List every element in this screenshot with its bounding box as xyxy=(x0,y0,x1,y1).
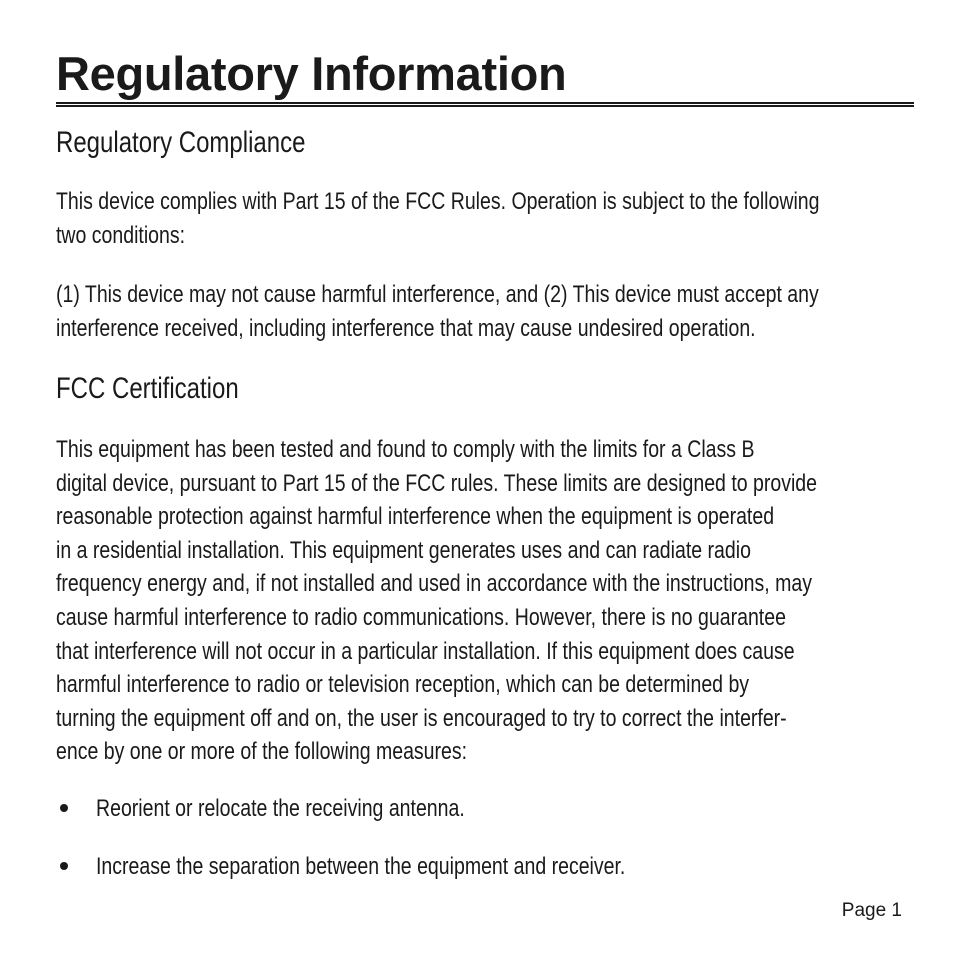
title-double-rule xyxy=(56,102,914,107)
compliance-paragraph-2 xyxy=(56,278,914,345)
text-line: cause harmful interference to radio communications. However, there is no guarantee xyxy=(56,603,786,631)
bullet-text: Increase the separation between the equipment and receiver. xyxy=(96,853,626,880)
section-heading-regulatory-compliance: Regulatory Compliance xyxy=(56,126,306,159)
text-line: This equipment has been tested and found to comply with the limits for a Class B xyxy=(56,436,755,463)
text-line: frequency energy and, if not installed and used in accordance with the instructions, may xyxy=(56,570,812,598)
fcc-paragraph xyxy=(56,433,914,769)
page-title: Regulatory Information xyxy=(56,47,567,100)
bullet-item xyxy=(56,850,914,884)
text-line: (1) This device may not cause harmful interference, and (2) This device must accept any xyxy=(56,281,819,308)
text-line: ence by one or more of the following measures: xyxy=(56,738,468,766)
bullet-icon xyxy=(60,804,68,812)
text-line: reasonable protection against harmful interference when the equipment is operated xyxy=(56,503,775,531)
text-line: two conditions: xyxy=(56,221,186,249)
text-line: interference received, including interference that may cause undesired operation. xyxy=(56,314,756,342)
compliance-paragraph-1 xyxy=(56,185,914,252)
text-line: in a residential installation. This equipment generates uses and can radiate radio xyxy=(56,536,751,564)
text-line: that interference will not occur in a particular installation. If this equipment does cause xyxy=(56,637,795,665)
bullet-icon xyxy=(60,862,68,870)
bullet-text: Reorient or relocate the receiving antenna. xyxy=(96,795,465,822)
page-number: Page 1 xyxy=(841,900,902,921)
text-line: harmful interference to radio or television reception, which can be determined by xyxy=(56,671,750,699)
text-line: digital device, pursuant to Part 15 of the FCC rules. These limits are designed to provide xyxy=(56,469,818,497)
section-heading-fcc-certification: FCC Certification xyxy=(56,372,239,405)
bullet-item xyxy=(56,792,914,826)
document-page xyxy=(56,0,914,954)
text-line: This device complies with Part 15 of the FCC Rules. Operation is subject to the following xyxy=(56,188,820,215)
text-line: turning the equipment off and on, the user is encouraged to try to correct the interfer- xyxy=(56,704,787,732)
